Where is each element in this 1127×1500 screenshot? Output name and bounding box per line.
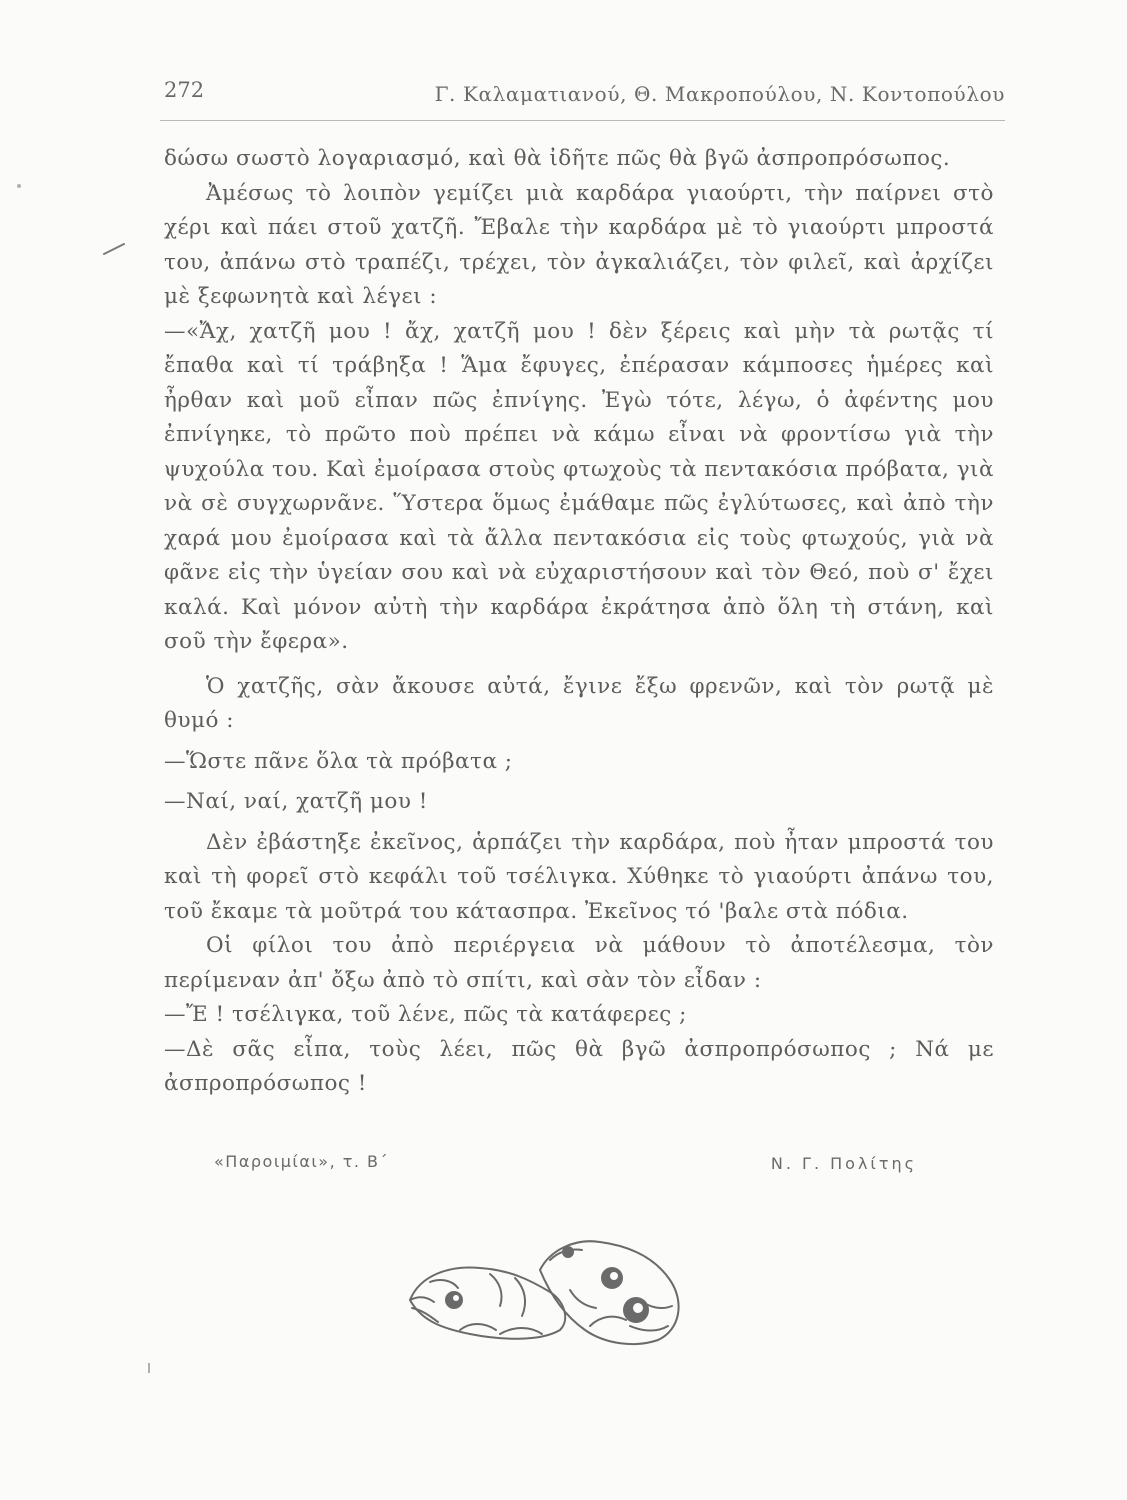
- page-number: 272: [164, 78, 205, 102]
- paragraph: Δὲν ἐβάστηξε ἐκεῖνος, ἁρπάζει τὴν καρδάρα, ποὺ ἦταν μπροστά του καὶ τὴ φορεῖ στὸ κεφάλι τοῦ τσέλιγκα. Χύθηκε τὸ γιαούρτι ἀπάνω του, τοῦ ἔκαμε τὰ μοῦτρά του κάτασπρα. Ἐκεῖνος τό 'βαλε στὰ πόδια.: [164, 829, 994, 924]
- paragraph: Ὁ χατζῆς, σὰν ἄκουσε αὐτά, ἔγινε ἔξω φρενῶν, καὶ τὸν ρωτᾷ μὲ θυμό :: [164, 673, 994, 733]
- dialogue-line: —Ὥστε πᾶνε ὅλα τὰ πρόβατα ;: [164, 748, 513, 774]
- sheep-vignette-icon: [400, 1230, 700, 1350]
- dialogue-line: —Ἔ ! τσέλιγκα, τοῦ λένε, πῶς τὰ κατάφερες ;: [164, 1002, 687, 1027]
- dialogue-line: —Δὲ σᾶς εἶπα, τοὺς λέει, πῶς θὰ βγῶ ἀσπροπρόσωπος ; Νά με ἀσπροπρόσωπος !: [164, 1036, 994, 1096]
- paragraph: Οἱ φίλοι του ἀπὸ περιέργεια νὰ μάθουν τὸ ἀποτέλεσμα, τὸν περίμεναν ἀπ' ὄξω ἀπὸ τὸ σπίτι, καὶ σὰν τὸν εἶδαν :: [164, 933, 994, 993]
- body-text: [164, 142, 994, 1102]
- paragraph: δώσω σωστὸ λογαριασμό, καὶ θὰ ἰδῆτε πῶς θὰ βγῶ ἀσπροπρόσωπος.: [164, 146, 951, 171]
- margin-dot-icon: [16, 183, 22, 189]
- source-citation: «Παροιμίαι», τ. Β΄: [214, 1152, 390, 1171]
- author-name: Ν. Γ. Πολίτης: [770, 1154, 917, 1173]
- page-header: [160, 70, 1005, 121]
- running-head: Γ. Καλαματιανού, Θ. Μακροπούλου, Ν. Κοντοπούλου: [434, 82, 1005, 106]
- dialogue-line: —Ναί, ναί, χατζῆ μου !: [164, 789, 428, 814]
- dialogue-line: —«Ἄχ, χατζῆ μου ! ἄχ, χατζῆ μου ! δὲν ξέρεις καὶ μὴν τὰ ρωτᾷς τί ἔπαθα καὶ τί τράβηξα ! Ἅμα ἔφυγες, ἐπέρασαν κάμποσες ἡμέρες καὶ ἦρθαν καὶ μοῦ εἶπαν πῶς ἐπνίγης. Ἐγὼ τότε, λέγω, ὁ ἀφέντης μου ἐπνίγηκε, τὸ πρῶτο ποὺ πρέπει νὰ κάμω εἶναι νὰ φροντίσω γιὰ τὴν ψυχούλα του. Καὶ ἐμοίρασα στοὺς φτωχοὺς τὰ πεντακόσια πρόβατα, γιὰ νὰ σὲ συγχωρνᾶνε. Ὕστερα ὅμως ἐμάθαμε πῶς ἐγλύτωσες, καὶ ἀπὸ τὴν χαρά μου ἐμοίρασα καὶ τὰ ἄλλα πεντακόσια εἰς τοὺς φτωχούς, γιὰ νὰ φᾶνε εἰς τὴν ὑγείαν σου καὶ νὰ εὐχαριστήσουν καὶ τὸν Θεό, ποὺ σ' ἔχει καλά. Καὶ μόνον αὐτὴ τὴν καρδάρα ἐκράτησα ἀπὸ ὅλη τὴ στάνη, καὶ σοῦ τὴν ἔφερα».: [164, 318, 994, 654]
- paragraph: Ἀμέσως τὸ λοιπὸν γεμίζει μιὰ καρδάρα γιαούρτι, τὴν παίρνει στὸ χέρι καὶ πάει στοῦ χατζῆ. Ἔβαλε τὴν καρδάρα μὲ τὸ γιαούρτι μπροστά του, ἀπάνω στὸ τραπέζι, τρέχει, τὸν ἀγκαλιάζει, τὸν φιλεῖ, καὶ ἀρχίζει μὲ ξεφωνητὰ καὶ λέγει :: [164, 180, 994, 309]
- margin-mark-icon: [103, 243, 125, 255]
- margin-tick-icon: [146, 1362, 152, 1374]
